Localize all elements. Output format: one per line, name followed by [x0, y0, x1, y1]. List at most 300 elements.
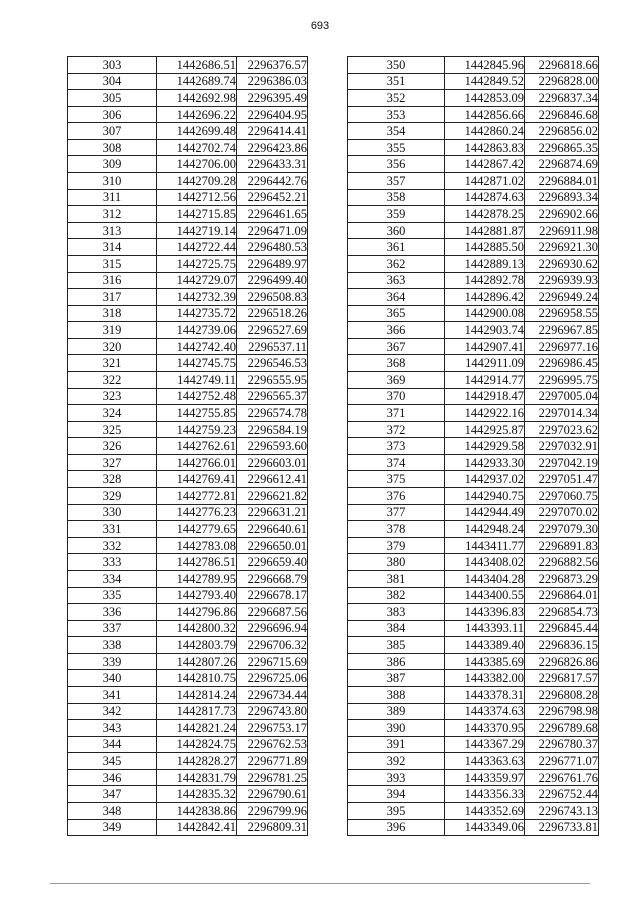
x-coordinate-cell: 1442944.49 [445, 504, 525, 521]
x-coordinate-cell: 1442699.48 [157, 123, 237, 140]
table-row [348, 454, 599, 471]
table-row [348, 703, 599, 720]
x-coordinate-cell: 1443400.55 [445, 587, 525, 604]
y-coordinate-cell: 2296404.95 [237, 106, 308, 123]
point-number-cell: 384 [348, 620, 445, 637]
x-coordinate-cell: 1442783.08 [157, 537, 237, 554]
y-coordinate-cell: 2296584.19 [237, 421, 308, 438]
table-row [68, 73, 308, 90]
y-coordinate-cell: 2296612.41 [237, 471, 308, 488]
table-row [348, 521, 599, 538]
y-coordinate-cell: 2296423.86 [237, 139, 308, 156]
x-coordinate-cell: 1442911.09 [445, 355, 525, 372]
point-number-cell: 357 [348, 173, 445, 190]
table-row [68, 222, 308, 239]
y-coordinate-cell: 2296603.01 [237, 454, 308, 471]
point-number-cell: 352 [348, 90, 445, 107]
table-row [348, 106, 599, 123]
y-coordinate-cell: 2296471.09 [237, 222, 308, 239]
table-row [68, 289, 308, 306]
point-number-cell: 348 [68, 803, 157, 820]
point-number-cell: 353 [348, 106, 445, 123]
table-row [68, 620, 308, 637]
x-coordinate-cell: 1442817.73 [157, 703, 237, 720]
x-coordinate-cell: 1442871.02 [445, 173, 525, 190]
x-coordinate-cell: 1442696.22 [157, 106, 237, 123]
point-number-cell: 355 [348, 139, 445, 156]
x-coordinate-cell: 1442796.86 [157, 604, 237, 621]
point-number-cell: 319 [68, 322, 157, 339]
y-coordinate-cell: 2296499.40 [237, 272, 308, 289]
x-coordinate-cell: 1442689.74 [157, 73, 237, 90]
point-number-cell: 358 [348, 189, 445, 206]
y-coordinate-cell: 2296949.24 [525, 289, 599, 306]
table-row [68, 272, 308, 289]
x-coordinate-cell: 1442739.06 [157, 322, 237, 339]
x-coordinate-cell: 1442749.11 [157, 371, 237, 388]
point-number-cell: 338 [68, 637, 157, 654]
table-row [68, 123, 308, 140]
x-coordinate-cell: 1442881.87 [445, 222, 525, 239]
x-coordinate-cell: 1442863.83 [445, 139, 525, 156]
x-coordinate-cell: 1442860.24 [445, 123, 525, 140]
x-coordinate-cell: 1442922.16 [445, 405, 525, 422]
table-row [68, 537, 308, 554]
y-coordinate-cell: 2296386.03 [237, 73, 308, 90]
y-coordinate-cell: 2296808.28 [525, 686, 599, 703]
point-number-cell: 340 [68, 670, 157, 687]
y-coordinate-cell: 2296442.76 [237, 173, 308, 190]
x-coordinate-cell: 1443389.40 [445, 637, 525, 654]
table-row [68, 189, 308, 206]
table-row [348, 272, 599, 289]
point-number-cell: 304 [68, 73, 157, 90]
table-row [68, 819, 308, 836]
point-number-cell: 371 [348, 405, 445, 422]
table-row [348, 819, 599, 836]
x-coordinate-cell: 1443378.31 [445, 686, 525, 703]
table-row [68, 355, 308, 372]
table-row [348, 421, 599, 438]
y-coordinate-cell: 2296593.60 [237, 438, 308, 455]
point-number-cell: 359 [348, 206, 445, 223]
x-coordinate-cell: 1443404.28 [445, 570, 525, 587]
table-row [348, 90, 599, 107]
y-coordinate-cell: 2297070.02 [525, 504, 599, 521]
table-row [348, 123, 599, 140]
point-number-cell: 354 [348, 123, 445, 140]
x-coordinate-cell: 1442762.61 [157, 438, 237, 455]
point-number-cell: 314 [68, 239, 157, 256]
x-coordinate-cell: 1442702.74 [157, 139, 237, 156]
y-coordinate-cell: 2296650.01 [237, 537, 308, 554]
x-coordinate-cell: 1442732.39 [157, 289, 237, 306]
point-number-cell: 334 [68, 570, 157, 587]
y-coordinate-cell: 2296489.97 [237, 255, 308, 272]
table-row [68, 156, 308, 173]
table-row [348, 753, 599, 770]
y-coordinate-cell: 2296537.11 [237, 338, 308, 355]
x-coordinate-cell: 1442824.75 [157, 736, 237, 753]
table-row [348, 769, 599, 786]
x-coordinate-cell: 1442885.50 [445, 239, 525, 256]
point-number-cell: 330 [68, 504, 157, 521]
point-number-cell: 356 [348, 156, 445, 173]
y-coordinate-cell: 2296631.21 [237, 504, 308, 521]
table-row [348, 570, 599, 587]
table-row [68, 106, 308, 123]
x-coordinate-cell: 1442853.09 [445, 90, 525, 107]
x-coordinate-cell: 1442821.24 [157, 720, 237, 737]
x-coordinate-cell: 1442712.56 [157, 189, 237, 206]
point-number-cell: 332 [68, 537, 157, 554]
point-number-cell: 368 [348, 355, 445, 372]
y-coordinate-cell: 2296995.75 [525, 371, 599, 388]
x-coordinate-cell: 1442842.41 [157, 819, 237, 836]
coordinates-table-left [67, 56, 308, 836]
y-coordinate-cell: 2296574.78 [237, 405, 308, 422]
table-row [68, 438, 308, 455]
x-coordinate-cell: 1443408.02 [445, 554, 525, 571]
point-number-cell: 386 [348, 653, 445, 670]
point-number-cell: 303 [68, 57, 157, 74]
point-number-cell: 387 [348, 670, 445, 687]
y-coordinate-cell: 2296761.76 [525, 769, 599, 786]
y-coordinate-cell: 2296743.80 [237, 703, 308, 720]
table-row [348, 803, 599, 820]
point-number-cell: 321 [68, 355, 157, 372]
point-number-cell: 351 [348, 73, 445, 90]
x-coordinate-cell: 1442831.79 [157, 769, 237, 786]
x-coordinate-cell: 1442725.75 [157, 255, 237, 272]
y-coordinate-cell: 2296846.68 [525, 106, 599, 123]
y-coordinate-cell: 2297014.34 [525, 405, 599, 422]
y-coordinate-cell: 2297060.75 [525, 488, 599, 505]
table-row [348, 338, 599, 355]
point-number-cell: 344 [68, 736, 157, 753]
y-coordinate-cell: 2296781.25 [237, 769, 308, 786]
table-row [68, 471, 308, 488]
y-coordinate-cell: 2296621.82 [237, 488, 308, 505]
point-number-cell: 320 [68, 338, 157, 355]
x-coordinate-cell: 1443349.06 [445, 819, 525, 836]
table-row [348, 222, 599, 239]
x-coordinate-cell: 1443370.95 [445, 720, 525, 737]
y-coordinate-cell: 2297042.19 [525, 454, 599, 471]
x-coordinate-cell: 1442889.13 [445, 255, 525, 272]
y-coordinate-cell: 2296518.26 [237, 305, 308, 322]
x-coordinate-cell: 1442729.07 [157, 272, 237, 289]
table-row [348, 736, 599, 753]
table-row [68, 388, 308, 405]
table-row [348, 388, 599, 405]
x-coordinate-cell: 1442814.24 [157, 686, 237, 703]
y-coordinate-cell: 2296884.01 [525, 173, 599, 190]
y-coordinate-cell: 2296376.57 [237, 57, 308, 74]
y-coordinate-cell: 2296874.69 [525, 156, 599, 173]
table-row [68, 570, 308, 587]
point-number-cell: 341 [68, 686, 157, 703]
table-row [68, 255, 308, 272]
point-number-cell: 325 [68, 421, 157, 438]
point-number-cell: 350 [348, 57, 445, 74]
point-number-cell: 326 [68, 438, 157, 455]
x-coordinate-cell: 1442874.63 [445, 189, 525, 206]
x-coordinate-cell: 1442948.24 [445, 521, 525, 538]
y-coordinate-cell: 2296678.17 [237, 587, 308, 604]
point-number-cell: 390 [348, 720, 445, 737]
y-coordinate-cell: 2297079.30 [525, 521, 599, 538]
y-coordinate-cell: 2296837.34 [525, 90, 599, 107]
y-coordinate-cell: 2296762.53 [237, 736, 308, 753]
point-number-cell: 324 [68, 405, 157, 422]
y-coordinate-cell: 2296799.96 [237, 803, 308, 820]
table-row [68, 488, 308, 505]
table-row [348, 322, 599, 339]
y-coordinate-cell: 2297032.91 [525, 438, 599, 455]
x-coordinate-cell: 1443363.63 [445, 753, 525, 770]
x-coordinate-cell: 1442752.48 [157, 388, 237, 405]
table-row [68, 703, 308, 720]
x-coordinate-cell: 1442735.72 [157, 305, 237, 322]
point-number-cell: 333 [68, 554, 157, 571]
point-number-cell: 349 [68, 819, 157, 836]
point-number-cell: 382 [348, 587, 445, 604]
y-coordinate-cell: 2296958.55 [525, 305, 599, 322]
point-number-cell: 337 [68, 620, 157, 637]
point-number-cell: 395 [348, 803, 445, 820]
table-row [68, 554, 308, 571]
table-row [68, 305, 308, 322]
point-number-cell: 381 [348, 570, 445, 587]
x-coordinate-cell: 1442803.79 [157, 637, 237, 654]
y-coordinate-cell: 2296856.02 [525, 123, 599, 140]
point-number-cell: 311 [68, 189, 157, 206]
point-number-cell: 336 [68, 604, 157, 621]
table-row [348, 173, 599, 190]
table-row [348, 537, 599, 554]
point-number-cell: 317 [68, 289, 157, 306]
point-number-cell: 346 [68, 769, 157, 786]
x-coordinate-cell: 1442914.77 [445, 371, 525, 388]
table-row [68, 686, 308, 703]
y-coordinate-cell: 2296977.16 [525, 338, 599, 355]
point-number-cell: 335 [68, 587, 157, 604]
x-coordinate-cell: 1442793.40 [157, 587, 237, 604]
y-coordinate-cell: 2296414.41 [237, 123, 308, 140]
point-number-cell: 373 [348, 438, 445, 455]
x-coordinate-cell: 1442706.00 [157, 156, 237, 173]
y-coordinate-cell: 2296640.61 [237, 521, 308, 538]
table-row [68, 405, 308, 422]
x-coordinate-cell: 1443411.77 [445, 537, 525, 554]
table-row [68, 421, 308, 438]
x-coordinate-cell: 1442715.85 [157, 206, 237, 223]
x-coordinate-cell: 1442856.66 [445, 106, 525, 123]
x-coordinate-cell: 1443382.00 [445, 670, 525, 687]
point-number-cell: 328 [68, 471, 157, 488]
table-row [348, 587, 599, 604]
x-coordinate-cell: 1442929.58 [445, 438, 525, 455]
y-coordinate-cell: 2296809.31 [237, 819, 308, 836]
point-number-cell: 379 [348, 537, 445, 554]
point-number-cell: 380 [348, 554, 445, 571]
x-coordinate-cell: 1442789.95 [157, 570, 237, 587]
table-row [348, 156, 599, 173]
table-row [348, 206, 599, 223]
x-coordinate-cell: 1443385.69 [445, 653, 525, 670]
point-number-cell: 323 [68, 388, 157, 405]
table-row [68, 637, 308, 654]
x-coordinate-cell: 1443374.63 [445, 703, 525, 720]
x-coordinate-cell: 1442807.26 [157, 653, 237, 670]
y-coordinate-cell: 2296864.01 [525, 587, 599, 604]
y-coordinate-cell: 2296882.56 [525, 554, 599, 571]
point-number-cell: 385 [348, 637, 445, 654]
point-number-cell: 347 [68, 786, 157, 803]
y-coordinate-cell: 2296752.44 [525, 786, 599, 803]
point-number-cell: 305 [68, 90, 157, 107]
point-number-cell: 361 [348, 239, 445, 256]
table-row [68, 504, 308, 521]
point-number-cell: 331 [68, 521, 157, 538]
table-row [348, 355, 599, 372]
x-coordinate-cell: 1442900.08 [445, 305, 525, 322]
table-row [348, 57, 599, 74]
y-coordinate-cell: 2296790.61 [237, 786, 308, 803]
x-coordinate-cell: 1442940.75 [445, 488, 525, 505]
x-coordinate-cell: 1442722.44 [157, 239, 237, 256]
point-number-cell: 369 [348, 371, 445, 388]
x-coordinate-cell: 1442925.87 [445, 421, 525, 438]
point-number-cell: 365 [348, 305, 445, 322]
table-row [348, 289, 599, 306]
point-number-cell: 364 [348, 289, 445, 306]
point-number-cell: 363 [348, 272, 445, 289]
table-row [348, 604, 599, 621]
y-coordinate-cell: 2296527.69 [237, 322, 308, 339]
table-row [68, 720, 308, 737]
y-coordinate-cell: 2296789.68 [525, 720, 599, 737]
table-row [348, 504, 599, 521]
y-coordinate-cell: 2296930.62 [525, 255, 599, 272]
table-row [68, 604, 308, 621]
y-coordinate-cell: 2296771.07 [525, 753, 599, 770]
y-coordinate-cell: 2296565.37 [237, 388, 308, 405]
x-coordinate-cell: 1442776.23 [157, 504, 237, 521]
x-coordinate-cell: 1442937.02 [445, 471, 525, 488]
table-row [348, 670, 599, 687]
x-coordinate-cell: 1442892.78 [445, 272, 525, 289]
y-coordinate-cell: 2296817.57 [525, 670, 599, 687]
y-coordinate-cell: 2297023.62 [525, 421, 599, 438]
x-coordinate-cell: 1442769.41 [157, 471, 237, 488]
x-coordinate-cell: 1442845.96 [445, 57, 525, 74]
coordinates-table-right [347, 56, 599, 836]
y-coordinate-cell: 2296508.83 [237, 289, 308, 306]
point-number-cell: 345 [68, 753, 157, 770]
point-number-cell: 372 [348, 421, 445, 438]
table-row [68, 587, 308, 604]
table-row [348, 637, 599, 654]
table-row [348, 653, 599, 670]
point-number-cell: 310 [68, 173, 157, 190]
y-coordinate-cell: 2296546.53 [237, 355, 308, 372]
y-coordinate-cell: 2296733.81 [525, 819, 599, 836]
table-row [68, 139, 308, 156]
point-number-cell: 360 [348, 222, 445, 239]
table-row [348, 139, 599, 156]
x-coordinate-cell: 1443367.29 [445, 736, 525, 753]
point-number-cell: 307 [68, 123, 157, 140]
x-coordinate-cell: 1442933.30 [445, 454, 525, 471]
x-coordinate-cell: 1442719.14 [157, 222, 237, 239]
table-row [68, 670, 308, 687]
point-number-cell: 394 [348, 786, 445, 803]
x-coordinate-cell: 1442810.75 [157, 670, 237, 687]
point-number-cell: 366 [348, 322, 445, 339]
table-row [348, 720, 599, 737]
x-coordinate-cell: 1442779.65 [157, 521, 237, 538]
point-number-cell: 383 [348, 604, 445, 621]
point-number-cell: 374 [348, 454, 445, 471]
x-coordinate-cell: 1442686.51 [157, 57, 237, 74]
y-coordinate-cell: 2296771.89 [237, 753, 308, 770]
table-row [68, 753, 308, 770]
table-row [68, 653, 308, 670]
y-coordinate-cell: 2296715.69 [237, 653, 308, 670]
bottom-rule [50, 883, 590, 884]
y-coordinate-cell: 2296854.73 [525, 604, 599, 621]
x-coordinate-cell: 1442800.32 [157, 620, 237, 637]
table-row [348, 189, 599, 206]
point-number-cell: 309 [68, 156, 157, 173]
x-coordinate-cell: 1442759.23 [157, 421, 237, 438]
point-number-cell: 377 [348, 504, 445, 521]
y-coordinate-cell: 2296395.49 [237, 90, 308, 107]
y-coordinate-cell: 2296828.00 [525, 73, 599, 90]
x-coordinate-cell: 1442867.42 [445, 156, 525, 173]
table-row [68, 338, 308, 355]
y-coordinate-cell: 2297005.04 [525, 388, 599, 405]
table-row [68, 769, 308, 786]
y-coordinate-cell: 2296668.79 [237, 570, 308, 587]
x-coordinate-cell: 1442903.74 [445, 322, 525, 339]
x-coordinate-cell: 1442896.42 [445, 289, 525, 306]
table-row [68, 521, 308, 538]
point-number-cell: 367 [348, 338, 445, 355]
point-number-cell: 378 [348, 521, 445, 538]
x-coordinate-cell: 1442786.51 [157, 554, 237, 571]
x-coordinate-cell: 1443396.83 [445, 604, 525, 621]
table-row [348, 371, 599, 388]
x-coordinate-cell: 1442692.98 [157, 90, 237, 107]
y-coordinate-cell: 2296687.56 [237, 604, 308, 621]
y-coordinate-cell: 2296836.15 [525, 637, 599, 654]
point-number-cell: 312 [68, 206, 157, 223]
y-coordinate-cell: 2296986.45 [525, 355, 599, 372]
y-coordinate-cell: 2296461.65 [237, 206, 308, 223]
point-number-cell: 329 [68, 488, 157, 505]
x-coordinate-cell: 1443393.11 [445, 620, 525, 637]
y-coordinate-cell: 2296480.53 [237, 239, 308, 256]
x-coordinate-cell: 1442745.75 [157, 355, 237, 372]
page-number: 693 [310, 20, 330, 32]
table-row [68, 239, 308, 256]
table-row [348, 488, 599, 505]
table-row [348, 620, 599, 637]
x-coordinate-cell: 1442766.01 [157, 454, 237, 471]
